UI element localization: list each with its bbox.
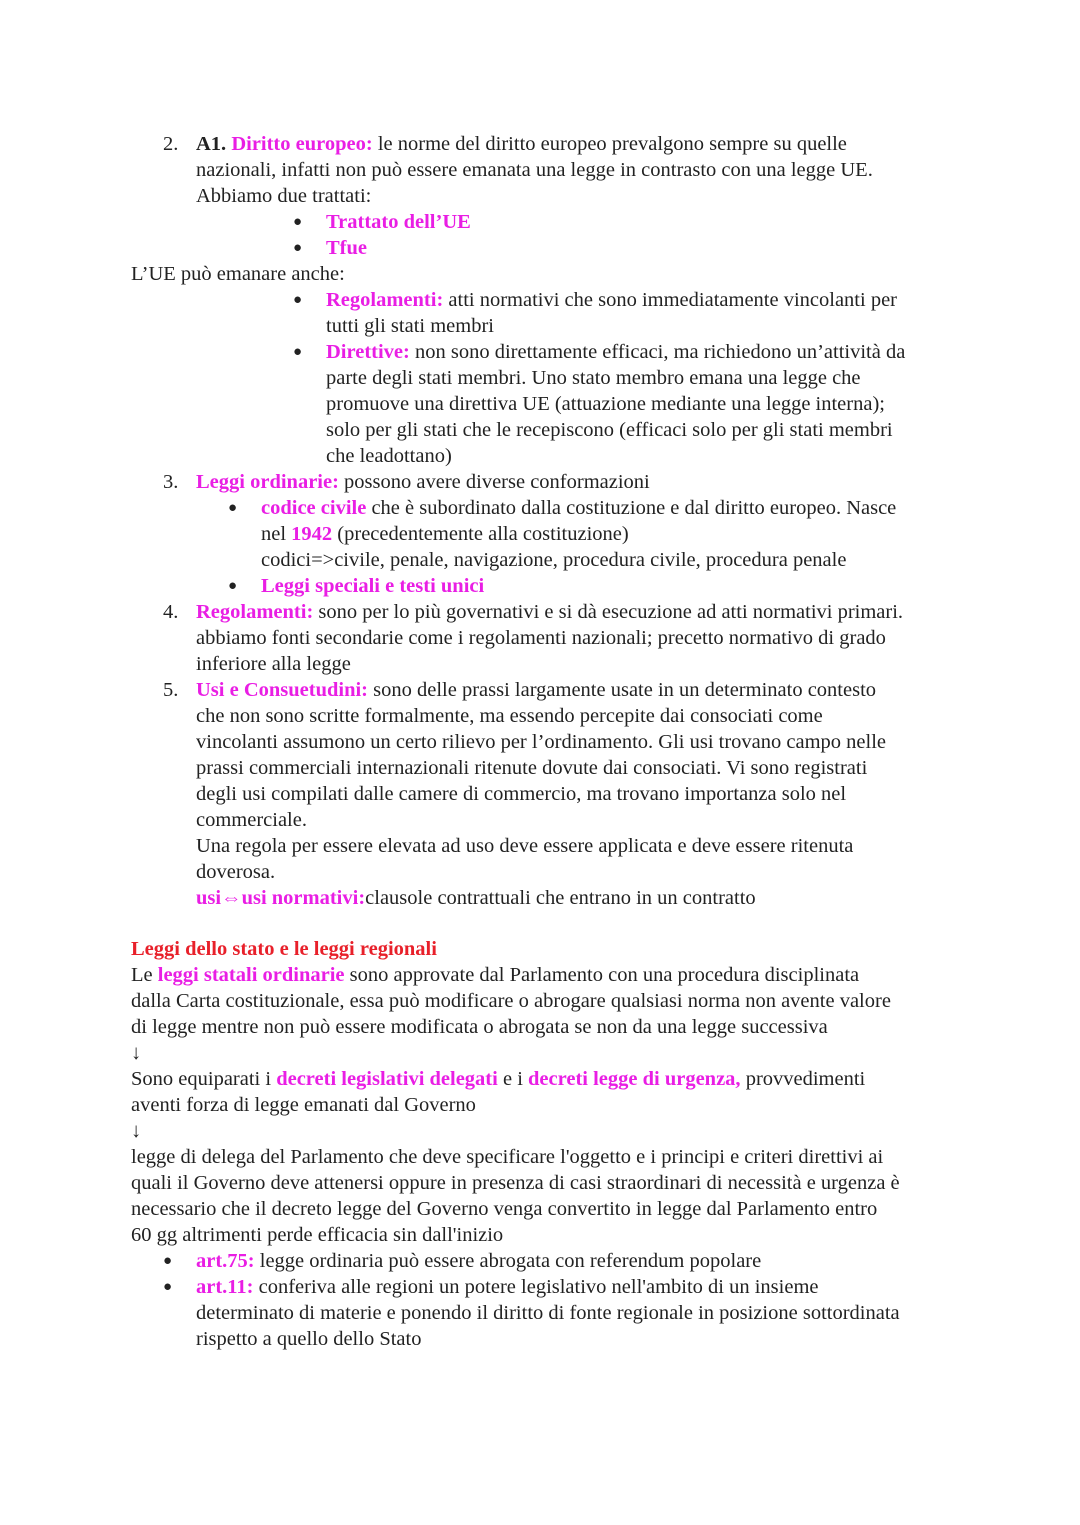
codice-civile-text-post: (precedentemente alla costituzione) bbox=[332, 523, 629, 545]
direttive-line-5: che leadottano) bbox=[326, 445, 452, 467]
item-5-line-5: degli usi compilati dalle camere di commercio, ma trovano importanza solo nel bbox=[196, 783, 847, 805]
section-p2-line-2: aventi forza di legge emanati dal Governo bbox=[131, 1094, 476, 1116]
usi-normativi-title: usi⇔usi normativi: bbox=[196, 887, 366, 909]
item-5-line-1 bbox=[196, 677, 876, 703]
item-3-line-1 bbox=[196, 469, 650, 495]
art-11-title: art.11: bbox=[196, 1276, 254, 1298]
decreti-urgenza-highlight: decreti legge di urgenza, bbox=[528, 1068, 741, 1090]
treaty-item: ● Tfue bbox=[326, 235, 367, 261]
leggi-statali-highlight: leggi statali ordinarie bbox=[157, 964, 345, 986]
codice-civile-year: 1942 bbox=[291, 523, 333, 545]
item-2-number: 2. bbox=[163, 133, 179, 155]
item-4-text: sono per lo più governativi e si dà esecuzione ad atti normativi primari. bbox=[313, 601, 904, 623]
section-p1-line-3: di legge mentre non può essere modificata o abrogata se non da una legge successiva bbox=[131, 1016, 828, 1038]
item-3-number: 3. bbox=[163, 471, 179, 493]
codice-civile-line-2 bbox=[261, 521, 629, 547]
item-2-code: A1. bbox=[196, 133, 227, 155]
codice-civile-line-1 bbox=[261, 495, 896, 521]
art-11-line-3: rispetto a quello dello Stato bbox=[196, 1328, 422, 1350]
art-75-text: legge ordinaria può essere abrogata con referendum popolare bbox=[254, 1250, 762, 1272]
item-4-line-1 bbox=[196, 599, 903, 625]
direttive-line-1 bbox=[326, 339, 905, 365]
section-p3-line-4: 60 gg altrimenti perde efficacia sin dall'inizio bbox=[131, 1224, 504, 1246]
item-5-number: 5. bbox=[163, 679, 179, 701]
art-75-item bbox=[196, 1248, 761, 1274]
direttive-line-2: parte degli stati membri. Uno stato membro emana una legge che bbox=[326, 367, 861, 389]
item-5-text: sono delle prassi largamente usate in un determinato contesto bbox=[368, 679, 877, 701]
codice-civile-text: che è subordinato dalla costituzione e dal diritto europeo. Nasce bbox=[366, 497, 897, 519]
item-4-line-2: abbiamo fonti secondarie come i regolamenti nazionali; precetto normativo di grado bbox=[196, 627, 886, 649]
codice-civile-title: codice civile bbox=[261, 497, 367, 519]
art-11-text: conferiva alle regioni un potere legislativo nell'ambito di un insieme bbox=[253, 1276, 819, 1298]
section-p1-post: sono approvate dal Parlamento con una procedura disciplinata bbox=[344, 964, 860, 986]
direttive-text: non sono direttamente efficaci, ma richiedono un’attività da bbox=[409, 341, 906, 363]
section-p1-pre: Le bbox=[131, 964, 158, 986]
item-2-title: Diritto europeo: bbox=[231, 133, 373, 155]
ue-line: L’UE può emanare anche: bbox=[131, 263, 345, 285]
section-p2-pre: Sono equiparati i bbox=[131, 1068, 277, 1090]
direttive-line-3: promuove una direttiva UE (attuazione mediante una legge interna); bbox=[326, 393, 885, 415]
direttive-line-4: solo per gli stati che le recepiscono (efficaci solo per gli stati membri bbox=[326, 419, 893, 441]
usi-normativi-line bbox=[196, 885, 756, 911]
item-4-line-3: inferiore alla legge bbox=[196, 653, 351, 675]
decreti-delegati-highlight: decreti legislativi delegati bbox=[276, 1068, 498, 1090]
down-arrow-icon: ↓ bbox=[131, 1120, 142, 1142]
art-11-item bbox=[196, 1274, 819, 1300]
art-11-line-2: determinato di materie e ponendo il diritto di fonte regionale in posizione sottordinata bbox=[196, 1302, 900, 1324]
down-arrow-icon: ↓ bbox=[131, 1042, 142, 1064]
item-2-text: le norme del diritto europeo prevalgono sempre su quelle bbox=[372, 133, 847, 155]
usi-normativi-text: clausole contrattuali che entrano in un contratto bbox=[365, 887, 756, 909]
item-2-line-1 bbox=[196, 131, 847, 157]
regolamenti-ue-text: atti normativi che sono immediatamente vincolanti per bbox=[443, 289, 897, 311]
section-p1-line-2: dalla Carta costituzionale, essa può modificare o abrogare qualsiasi norma non avente valore bbox=[131, 990, 891, 1012]
item-5-line-8: doverosa. bbox=[196, 861, 276, 883]
section-p2-post: provvedimenti bbox=[740, 1068, 866, 1090]
item-3-text: possono avere diverse conformazioni bbox=[338, 471, 650, 493]
item-5-line-4: prassi commerciali internazionali ritenute dovute dai consociati. Vi sono registrati bbox=[196, 757, 868, 779]
codici-line: codici=>civile, penale, navigazione, procedura civile, procedura penale bbox=[261, 549, 847, 571]
section-p3-line-1: legge di delega del Parlamento che deve specificare l'oggetto e i principi e criteri direttivi ai bbox=[131, 1146, 884, 1168]
regolamenti-ue-title: Regolamenti: bbox=[326, 289, 444, 311]
item-4-title: Regolamenti: bbox=[196, 601, 314, 623]
item-4-number: 4. bbox=[163, 601, 179, 623]
item-5-line-2: che non sono scritte formalmente, ma essendo percepite dai consociati come bbox=[196, 705, 823, 727]
item-5-line-6: commerciale. bbox=[196, 809, 307, 831]
section-p3-line-2: quali il Governo deve attenersi oppure in presenza di casi straordinari di necessità e urgenza è bbox=[131, 1172, 900, 1194]
treaty-item: ● Trattato dell’UE bbox=[326, 209, 471, 235]
section-p1-line-1 bbox=[131, 962, 859, 988]
leggi-speciali-item: ● Leggi speciali e testi unici bbox=[261, 573, 484, 599]
direttive-title: Direttive: bbox=[326, 341, 410, 363]
item-2-line-2: nazionali, infatti non può essere emanata una legge in contrasto con una legge UE. bbox=[196, 159, 873, 181]
section-p2-line-1 bbox=[131, 1066, 865, 1092]
codice-civile-text-pre: nel bbox=[261, 523, 292, 545]
art-75-title: art.75: bbox=[196, 1250, 255, 1272]
item-5-title: Usi e Consuetudini: bbox=[196, 679, 369, 701]
regolamenti-ue-line-1 bbox=[326, 287, 897, 313]
section-p3-line-3: necessario che il decreto legge del Governo venga convertito in legge dal Parlamento entro bbox=[131, 1198, 878, 1220]
section-p2-mid: e i bbox=[497, 1068, 529, 1090]
section-heading: Leggi dello stato e le leggi regionali bbox=[131, 938, 437, 960]
item-5-line-3: vincolanti assumono un certo rilievo per l’ordinamento. Gli usi trovano campo nelle bbox=[196, 731, 886, 753]
item-3-title: Leggi ordinarie: bbox=[196, 471, 339, 493]
item-2-line-3: Abbiamo due trattati: bbox=[196, 185, 372, 207]
regolamenti-ue-line-2: tutti gli stati membri bbox=[326, 315, 494, 337]
item-5-line-7: Una regola per essere elevata ad uso deve essere applicata e deve essere ritenuta bbox=[196, 835, 854, 857]
